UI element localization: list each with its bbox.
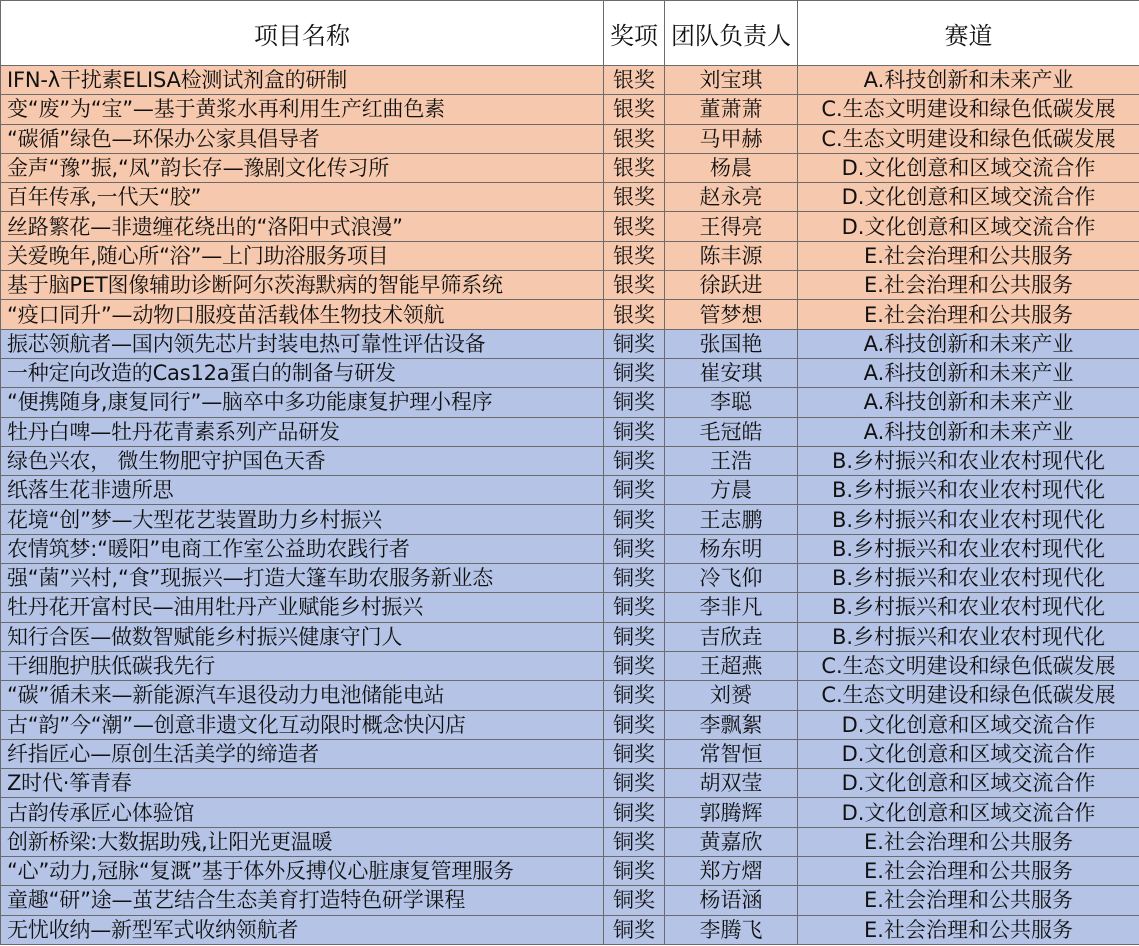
table-row	[1, 651, 1139, 680]
project-name-cell: 强“菌”兴村,“食”现振兴—打造大篷车助农服务新业态	[1, 564, 604, 593]
track-cell: B.乡村振兴和农业农村现代化	[798, 534, 1139, 563]
team-leader-cell: 常智恒	[665, 739, 798, 768]
team-leader-cell: 崔安琪	[665, 358, 798, 387]
award-cell: 银奖	[604, 153, 665, 182]
track-cell: B.乡村振兴和农业农村现代化	[798, 622, 1139, 651]
project-name-cell: 振芯领航者—国内领先芯片封装电热可靠性评估设备	[1, 329, 604, 358]
table-row	[1, 593, 1139, 622]
project-name-cell: 牡丹白啤—牡丹花青素系列产品研发	[1, 417, 604, 446]
project-name-cell: “碳循”绿色—环保办公家具倡导者	[1, 124, 604, 153]
project-name-cell: 一种定向改造的Cas12a蛋白的制备与研发	[1, 358, 604, 387]
table-row	[1, 183, 1139, 212]
project-name-cell: 无忧收纳—新型军式收纳领航者	[1, 915, 604, 944]
award-cell: 银奖	[604, 300, 665, 329]
project-name-cell: 丝路繁花—非遗缠花绕出的“洛阳中式浪漫”	[1, 212, 604, 241]
team-leader-cell: 郑方熠	[665, 857, 798, 886]
team-leader-cell: 杨语涵	[665, 886, 798, 915]
project-name-cell: 金声“豫”振,“凤”韵长存—豫剧文化传习所	[1, 153, 604, 182]
team-leader-cell: 李飘絮	[665, 710, 798, 739]
team-leader-cell: 吉欣垚	[665, 622, 798, 651]
team-leader-cell: 毛冠皓	[665, 417, 798, 446]
team-leader-cell: 陈丰源	[665, 241, 798, 270]
team-leader-cell: 李聪	[665, 388, 798, 417]
table-row	[1, 153, 1139, 182]
track-cell: B.乡村振兴和农业农村现代化	[798, 593, 1139, 622]
table-row	[1, 329, 1139, 358]
team-leader-cell: 刘宝琪	[665, 66, 798, 95]
table-row	[1, 769, 1139, 798]
award-cell: 银奖	[604, 66, 665, 95]
project-name-cell: 知行合医—做数智赋能乡村振兴健康守门人	[1, 622, 604, 651]
project-name-cell: “心”动力,冠脉“复溉”基于体外反搏仪心脏康复管理服务	[1, 857, 604, 886]
project-name-cell: 农情筑梦:“暖阳”电商工作室公益助农践行者	[1, 534, 604, 563]
award-cell: 铜奖	[604, 329, 665, 358]
team-leader-cell: 管梦想	[665, 300, 798, 329]
table-row	[1, 124, 1139, 153]
award-cell: 铜奖	[604, 388, 665, 417]
award-cell: 铜奖	[604, 886, 665, 915]
track-cell: B.乡村振兴和农业农村现代化	[798, 446, 1139, 475]
track-cell: A.科技创新和未来产业	[798, 358, 1139, 387]
team-leader-cell: 王得亮	[665, 212, 798, 241]
table-row	[1, 886, 1139, 915]
track-cell: A.科技创新和未来产业	[798, 388, 1139, 417]
award-cell: 银奖	[604, 95, 665, 124]
track-cell: E.社会治理和公共服务	[798, 827, 1139, 856]
project-name-cell: Z时代·筝青春	[1, 769, 604, 798]
team-leader-cell: 杨东明	[665, 534, 798, 563]
project-name-cell: “疫口同升”—动物口服疫苗活载体生物技术领航	[1, 300, 604, 329]
project-name-cell: 童趣“研”途—茧艺结合生态美育打造特色研学课程	[1, 886, 604, 915]
track-cell: B.乡村振兴和农业农村现代化	[798, 505, 1139, 534]
team-leader-cell: 李腾飞	[665, 915, 798, 944]
track-cell: A.科技创新和未来产业	[798, 66, 1139, 95]
award-cell: 铜奖	[604, 476, 665, 505]
table-body	[1, 66, 1139, 945]
table-row	[1, 388, 1139, 417]
team-leader-cell: 黄嘉欣	[665, 827, 798, 856]
award-cell: 铜奖	[604, 739, 665, 768]
award-cell: 银奖	[604, 271, 665, 300]
track-cell: D.文化创意和区域交流合作	[798, 710, 1139, 739]
project-name-cell: 牡丹花开富村民—油用牡丹产业赋能乡村振兴	[1, 593, 604, 622]
track-cell: B.乡村振兴和农业农村现代化	[798, 476, 1139, 505]
award-cell: 铜奖	[604, 593, 665, 622]
table-row	[1, 505, 1139, 534]
team-leader-cell: 李非凡	[665, 593, 798, 622]
track-cell: D.文化创意和区域交流合作	[798, 212, 1139, 241]
table-row	[1, 300, 1139, 329]
project-name-cell: “碳”循未来—新能源汽车退役动力电池储能电站	[1, 681, 604, 710]
table-row	[1, 66, 1139, 95]
table-row	[1, 271, 1139, 300]
table-row	[1, 417, 1139, 446]
project-name-cell: 变“废”为“宝”—基于黄浆水再利用生产红曲色素	[1, 95, 604, 124]
project-name-cell: 花境“创”梦—大型花艺装置助力乡村振兴	[1, 505, 604, 534]
header-project-name: 项目名称	[1, 1, 604, 66]
track-cell: D.文化创意和区域交流合作	[798, 183, 1139, 212]
table-row	[1, 710, 1139, 739]
team-leader-cell: 赵永亮	[665, 183, 798, 212]
team-leader-cell: 王超燕	[665, 651, 798, 680]
award-cell: 铜奖	[604, 857, 665, 886]
table-row	[1, 915, 1139, 944]
table-row	[1, 446, 1139, 475]
track-cell: E.社会治理和公共服务	[798, 241, 1139, 270]
project-name-cell: 纸落生花非遗所思	[1, 476, 604, 505]
project-name-cell: 古韵传承匠心体验馆	[1, 798, 604, 827]
table-row	[1, 739, 1139, 768]
table-row	[1, 358, 1139, 387]
team-leader-cell: 马甲赫	[665, 124, 798, 153]
project-name-cell: 创新桥梁:大数据助残,让阳光更温暖	[1, 827, 604, 856]
award-cell: 银奖	[604, 241, 665, 270]
track-cell: E.社会治理和公共服务	[798, 271, 1139, 300]
team-leader-cell: 徐跃进	[665, 271, 798, 300]
project-name-cell: “便携随身,康复同行”—脑卒中多功能康复护理小程序	[1, 388, 604, 417]
project-name-cell: 基于脑PET图像辅助诊断阿尔茨海默病的智能早筛系统	[1, 271, 604, 300]
track-cell: C.生态文明建设和绿色低碳发展	[798, 651, 1139, 680]
track-cell: E.社会治理和公共服务	[798, 915, 1139, 944]
team-leader-cell: 刘赟	[665, 681, 798, 710]
project-name-cell: 绿色兴农， 微生物肥守护国色天香	[1, 446, 604, 475]
team-leader-cell: 王浩	[665, 446, 798, 475]
award-cell: 铜奖	[604, 622, 665, 651]
table-row	[1, 857, 1139, 886]
award-cell: 铜奖	[604, 710, 665, 739]
project-name-cell: 关爱晚年,随心所“浴”—上门助浴服务项目	[1, 241, 604, 270]
track-cell: E.社会治理和公共服务	[798, 857, 1139, 886]
team-leader-cell: 董萧萧	[665, 95, 798, 124]
table-row	[1, 798, 1139, 827]
track-cell: D.文化创意和区域交流合作	[798, 739, 1139, 768]
table-row	[1, 476, 1139, 505]
award-cell: 铜奖	[604, 417, 665, 446]
header-track: 赛道	[798, 1, 1139, 66]
project-name-cell: 百年传承,一代天“胶”	[1, 183, 604, 212]
table-row	[1, 534, 1139, 563]
award-cell: 铜奖	[604, 358, 665, 387]
track-cell: C.生态文明建设和绿色低碳发展	[798, 95, 1139, 124]
award-cell: 铜奖	[604, 651, 665, 680]
award-cell: 铜奖	[604, 446, 665, 475]
award-cell: 铜奖	[604, 505, 665, 534]
table-row	[1, 241, 1139, 270]
header-team-leader: 团队负责人	[665, 1, 798, 66]
track-cell: C.生态文明建设和绿色低碳发展	[798, 681, 1139, 710]
table-row	[1, 95, 1139, 124]
team-leader-cell: 胡双莹	[665, 769, 798, 798]
team-leader-cell: 王志鹏	[665, 505, 798, 534]
team-leader-cell: 杨晨	[665, 153, 798, 182]
award-cell: 银奖	[604, 124, 665, 153]
track-cell: E.社会治理和公共服务	[798, 886, 1139, 915]
table-row	[1, 212, 1139, 241]
track-cell: B.乡村振兴和农业农村现代化	[798, 564, 1139, 593]
project-name-cell: IFN-λ干扰素ELISA检测试剂盒的研制	[1, 66, 604, 95]
table-row	[1, 827, 1139, 856]
award-cell: 银奖	[604, 212, 665, 241]
track-cell: A.科技创新和未来产业	[798, 417, 1139, 446]
team-leader-cell: 张国艳	[665, 329, 798, 358]
award-cell: 铜奖	[604, 798, 665, 827]
header-row	[1, 1, 1139, 66]
project-name-cell: 纤指匠心—原创生活美学的缔造者	[1, 739, 604, 768]
project-name-cell: 古“韵”今“潮”—创意非遗文化互动限时概念快闪店	[1, 710, 604, 739]
table-row	[1, 622, 1139, 651]
project-name-cell: 干细胞护肤低碳我先行	[1, 651, 604, 680]
header-award: 奖项	[604, 1, 665, 66]
track-cell: C.生态文明建设和绿色低碳发展	[798, 124, 1139, 153]
award-cell: 铜奖	[604, 915, 665, 944]
track-cell: A.科技创新和未来产业	[798, 329, 1139, 358]
award-cell: 铜奖	[604, 564, 665, 593]
track-cell: E.社会治理和公共服务	[798, 300, 1139, 329]
track-cell: D.文化创意和区域交流合作	[798, 769, 1139, 798]
table-row	[1, 681, 1139, 710]
track-cell: D.文化创意和区域交流合作	[798, 798, 1139, 827]
team-leader-cell: 方晨	[665, 476, 798, 505]
award-cell: 铜奖	[604, 827, 665, 856]
award-cell: 铜奖	[604, 681, 665, 710]
track-cell: D.文化创意和区域交流合作	[798, 153, 1139, 182]
team-leader-cell: 郭腾辉	[665, 798, 798, 827]
table-row	[1, 564, 1139, 593]
award-cell: 银奖	[604, 183, 665, 212]
team-leader-cell: 冷飞仰	[665, 564, 798, 593]
award-cell: 铜奖	[604, 534, 665, 563]
award-cell: 铜奖	[604, 769, 665, 798]
